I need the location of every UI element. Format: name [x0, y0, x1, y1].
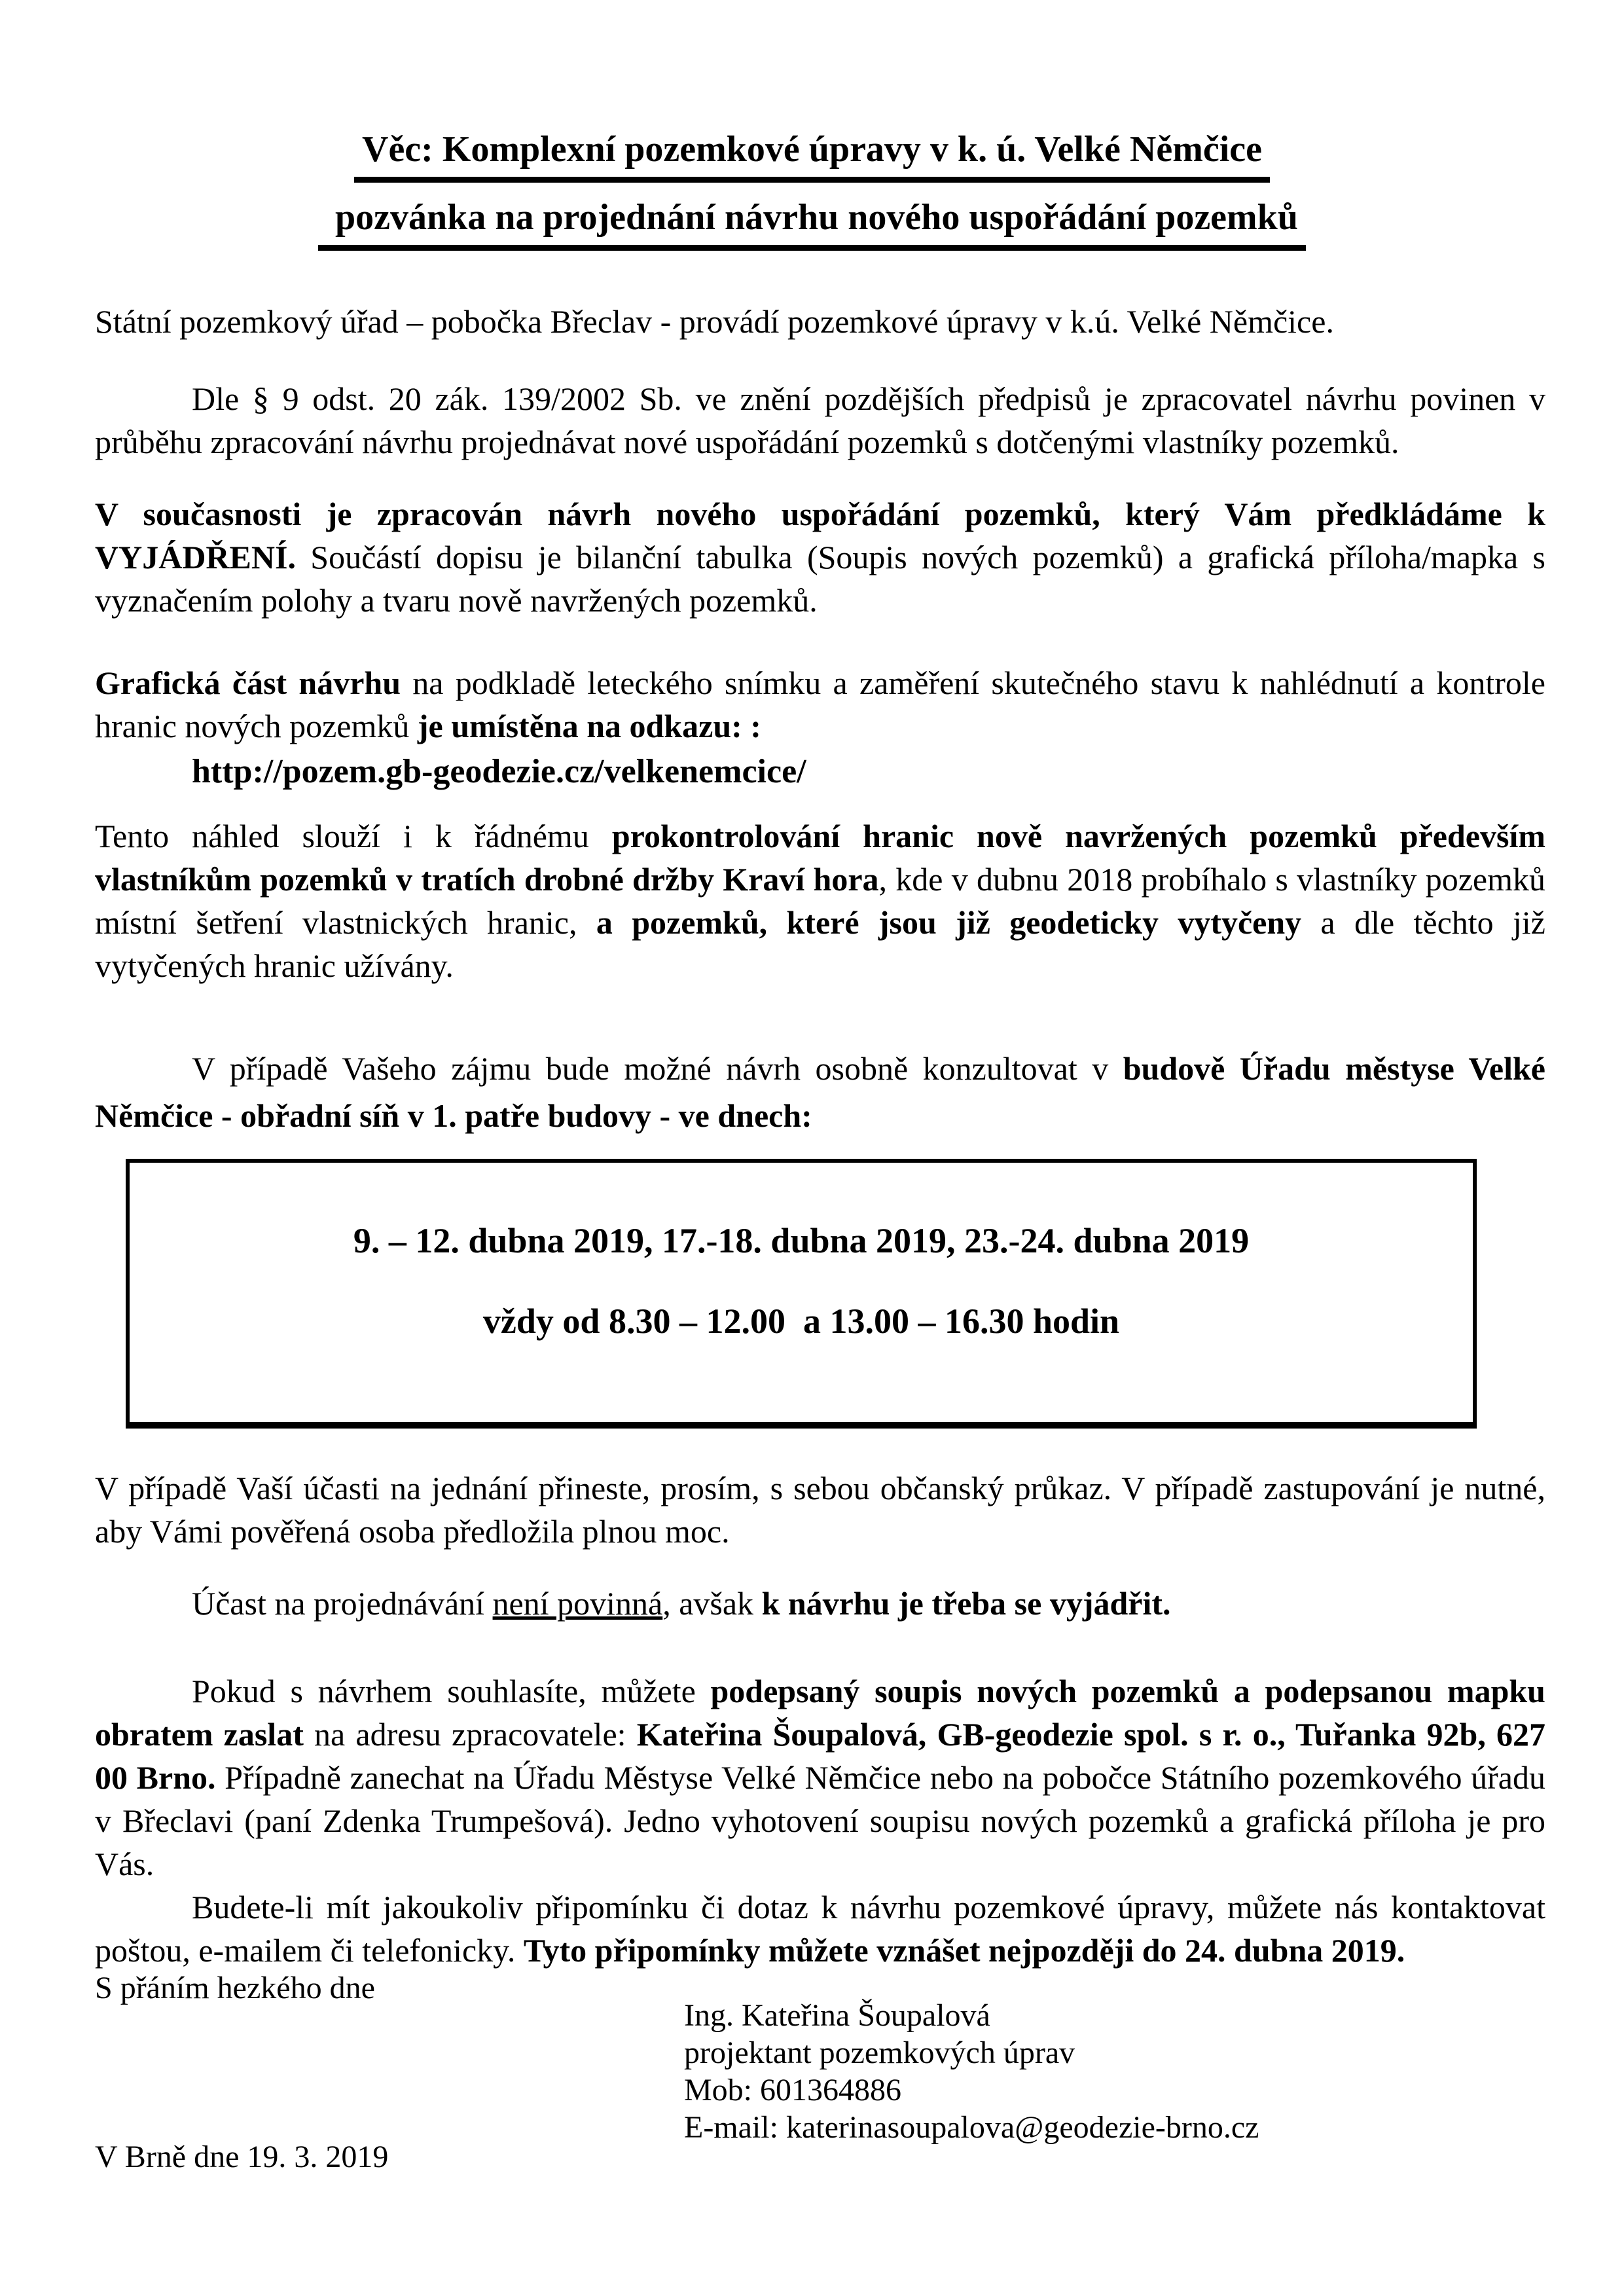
paragraph-law-reference: Dle § 9 odst. 20 zák. 139/2002 Sb. ve znění pozdějších předpisů je zpracovatel návrhu povinen v průběhu zpracování návrhu projednávat nové uspořádání pozemků s dotčenými vlastníky pozemků. [95, 380, 1545, 460]
invitation-subtitle-text: pozvánka na projednání návrhu nového uspořádání pozemků [318, 196, 1306, 251]
map-preview-url: http://pozem.gb-geodezie.cz/velkenemcice/ [192, 753, 806, 790]
paragraph-attendance-id-card: V případě Vaší účasti na jednání přineste, prosím, s sebou občanský průkaz. V případě zastupování je nutné, aby Vámi pověřená osoba předložila plnou moc. [95, 1470, 1545, 1550]
paragraph-graphic-part: Grafická část návrhu na podkladě leteckého snímku a zaměření skutečného stavu k nahlédnutí a kontrole hranic nových pozemků je umístěna na odkazu: : [95, 665, 1545, 744]
paragraph-consultation: V případě Vašeho zájmu bude možné návrh osobně konzultovat v budově Úřadu městyse Velké Němčice - obřadní síň v 1. patře budovy - ve dnech: [95, 1050, 1545, 1134]
invitation-subtitle [0, 196, 1624, 251]
signature-block [684, 1997, 1259, 2146]
signature-name: Ing. Kateřina Šoupalová [684, 1998, 990, 2033]
paragraph-proposal: V současnosti je zpracován návrh nového uspořádání pozemků, který Vám předkládáme k VYJÁDŘENÍ. Součástí dopisu je bilanční tabulka (Soupis nových pozemků) a grafická příloha/mapka s vyznačením polohy a tvaru nově navržených pozemků. [95, 496, 1545, 619]
subject-title [0, 128, 1624, 183]
paragraph-preview-purpose: Tento náhled slouží i k řádnému prokontrolování hranic nově navržených pozemků především vlastníkům pozemků v tratích drobné držby Kraví hora, kde v dubnu 2018 probíhalo s vlastníky pozemků místní šetření vlastnických hranic, a pozemků, které jsou již geodeticky vytyčeny a dle těchto již vytyčených hranic užívány. [95, 818, 1546, 984]
consultation-dates: 9. – 12. dubna 2019, 17.-18. dubna 2019, 23.-24. dubna 2019 [353, 1221, 1250, 1260]
subject-title-text: Věc: Komplexní pozemkové úpravy v k. ú. Velké Němčice [354, 128, 1270, 183]
signature-mobile: Mob: 601364886 [684, 2073, 902, 2107]
consultation-dates-box [126, 1159, 1477, 1429]
consultation-times: vždy od 8.30 – 12.00 a 13.00 – 16.30 hodin [482, 1302, 1120, 1341]
paragraph-intro: Státní pozemkový úřad – pobočka Břeclav - provádí pozemkové úpravy v k.ú. Velké Němčice. [95, 303, 1334, 340]
signature-role: projektant pozemkových úprav [684, 2035, 1075, 2070]
paragraph-remarks-deadline: Budete-li mít jakoukoliv připomínku či dotaz k návrhu pozemkové úpravy, můžete nás kontaktovat poštou, e-mailem či telefonicky. Tyto připomínky můžete vznášet nejpozději do 24. dubna 2019. [95, 1889, 1545, 1969]
place-and-date: V Brně dne 19. 3. 2019 [95, 2140, 389, 2174]
closing-greeting: S přáním hezkého dne [95, 1971, 375, 2005]
paragraph-agreement-instructions: Pokud s návrhem souhlasíte, můžete podepsaný soupis nových pozemků a podepsanou mapku obratem zaslat na adresu zpracovatele: Kateřina Šoupalová, GB-geodezie spol. s r. o., Tuřanka 92b, 627 00 Brno. Případně zanechat na Úřadu Městyse Velké Němčice nebo na pobočce Státního pozemkového úřadu v Břeclavi (paní Zdenka Trumpešová). Jedno vyhotovení soupisu nových pozemků a grafická příloha je pro Vás. [95, 1673, 1545, 1882]
signature-email: E-mail: katerinasoupalova@geodezie-brno.cz [684, 2110, 1259, 2145]
paragraph-participation-note: Účast na projednávání není povinná, avšak k návrhu je třeba se vyjádřit. [192, 1585, 1171, 1622]
